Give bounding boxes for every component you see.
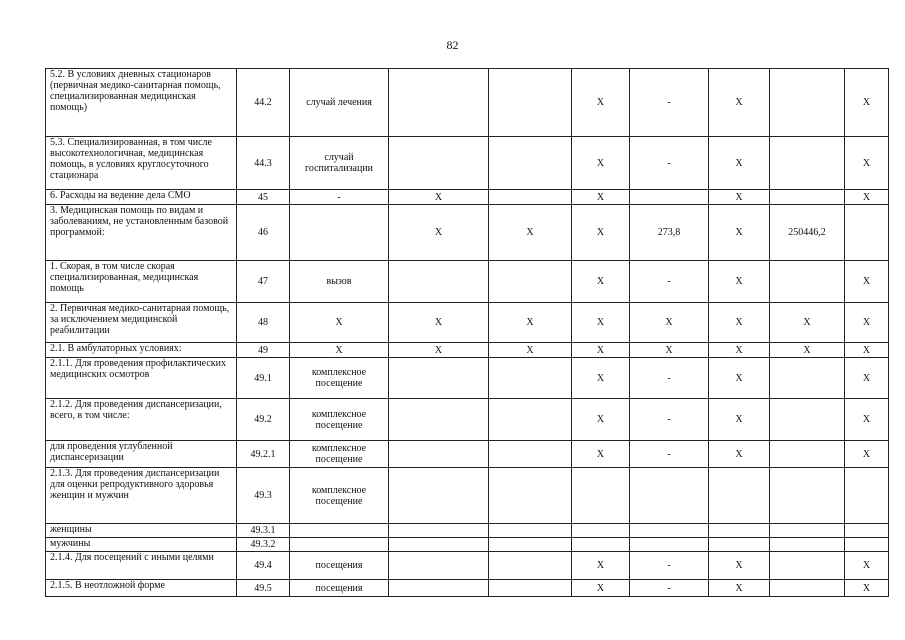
col8-cell: X	[709, 137, 770, 190]
unit-cell: X	[290, 303, 389, 343]
col10-cell: X	[845, 580, 889, 597]
line-number-cell: 48	[237, 303, 290, 343]
col10-cell: X	[845, 303, 889, 343]
row-name-cell: 5.2. В условиях дневных стационаров (первичная медико-санитарная помощь, специализированная медицинская помощь)	[46, 69, 237, 137]
col8-cell: X	[709, 69, 770, 137]
table-row	[46, 580, 889, 597]
col6-cell: X	[572, 580, 630, 597]
col9-cell: 250446,2	[770, 205, 845, 261]
col5-cell	[489, 399, 572, 441]
col4-cell	[389, 69, 489, 137]
line-number-cell: 49.3.1	[237, 524, 290, 538]
unit-cell: комплексное посещение	[290, 441, 389, 468]
col5-cell: X	[489, 303, 572, 343]
col4-cell: X	[389, 343, 489, 358]
col9-cell	[770, 261, 845, 303]
line-number-cell: 46	[237, 205, 290, 261]
col8-cell: X	[709, 261, 770, 303]
unit-cell: случай лечения	[290, 69, 389, 137]
line-number-cell: 49	[237, 343, 290, 358]
row-name-cell: 2.1.5. В неотложной форме	[46, 580, 237, 597]
row-name-cell: 2.1.4. Для посещений с иными целями	[46, 552, 237, 580]
col6-cell: X	[572, 261, 630, 303]
col8-cell: X	[709, 303, 770, 343]
col7-cell: -	[630, 69, 709, 137]
line-number-cell: 44.3	[237, 137, 290, 190]
col7-cell	[630, 524, 709, 538]
col4-cell	[389, 468, 489, 524]
table-row	[46, 441, 889, 468]
page-number: 82	[446, 38, 459, 52]
col6-cell: X	[572, 69, 630, 137]
col10-cell	[845, 524, 889, 538]
data-table	[45, 68, 889, 597]
row-name-cell: для проведения углубленной диспансеризации	[46, 441, 237, 468]
col10-cell: X	[845, 261, 889, 303]
col4-cell	[389, 580, 489, 597]
col9-cell	[770, 538, 845, 552]
col8-cell: X	[709, 399, 770, 441]
col7-cell	[630, 468, 709, 524]
col10-cell: X	[845, 441, 889, 468]
unit-cell	[290, 205, 389, 261]
col4-cell	[389, 137, 489, 190]
line-number-cell: 49.2.1	[237, 441, 290, 468]
col5-cell	[489, 137, 572, 190]
col7-cell: X	[630, 303, 709, 343]
line-number-cell: 44.2	[237, 69, 290, 137]
col7-cell	[630, 538, 709, 552]
col8-cell: X	[709, 580, 770, 597]
col6-cell	[572, 468, 630, 524]
col4-cell	[389, 441, 489, 468]
col7-cell: -	[630, 358, 709, 399]
col6-cell: X	[572, 137, 630, 190]
col5-cell	[489, 468, 572, 524]
col9-cell	[770, 524, 845, 538]
col4-cell	[389, 399, 489, 441]
row-name-cell: 6. Расходы на ведение дела СМО	[46, 190, 237, 205]
col10-cell: X	[845, 399, 889, 441]
table-row	[46, 261, 889, 303]
col6-cell: X	[572, 303, 630, 343]
col9-cell	[770, 137, 845, 190]
col5-cell	[489, 261, 572, 303]
col6-cell: X	[572, 358, 630, 399]
col9-cell	[770, 580, 845, 597]
col8-cell: X	[709, 190, 770, 205]
table-row	[46, 69, 889, 137]
line-number-cell: 49.4	[237, 552, 290, 580]
col10-cell: X	[845, 69, 889, 137]
row-name-cell: 5.3. Специализированная, в том числе высокотехнологичная, медицинская помощь, в условиях круглосуточного стационара	[46, 137, 237, 190]
col10-cell: X	[845, 358, 889, 399]
col7-cell: 273,8	[630, 205, 709, 261]
unit-cell: комплексное посещение	[290, 399, 389, 441]
line-number-cell: 49.2	[237, 399, 290, 441]
col10-cell: X	[845, 137, 889, 190]
col9-cell	[770, 358, 845, 399]
col8-cell: X	[709, 205, 770, 261]
col4-cell	[389, 538, 489, 552]
col7-cell: X	[630, 343, 709, 358]
col8-cell: X	[709, 552, 770, 580]
col6-cell: X	[572, 552, 630, 580]
col7-cell: -	[630, 399, 709, 441]
col6-cell: X	[572, 399, 630, 441]
unit-cell	[290, 538, 389, 552]
unit-cell: комплексное посещение	[290, 358, 389, 399]
col8-cell: X	[709, 358, 770, 399]
col9-cell	[770, 190, 845, 205]
table-row	[46, 190, 889, 205]
line-number-cell: 47	[237, 261, 290, 303]
row-name-cell: 2.1.1. Для проведения профилактических медицинских осмотров	[46, 358, 237, 399]
col9-cell	[770, 468, 845, 524]
col9-cell: X	[770, 303, 845, 343]
col4-cell	[389, 358, 489, 399]
unit-cell: посещения	[290, 580, 389, 597]
row-name-cell: 2.1.2. Для проведения диспансеризации, всего, в том числе:	[46, 399, 237, 441]
table-row	[46, 205, 889, 261]
table-row	[46, 468, 889, 524]
row-name-cell: 2.1.3. Для проведения диспансеризации для оценки репродуктивного здоровья женщин и мужчин	[46, 468, 237, 524]
col6-cell: X	[572, 205, 630, 261]
col5-cell: X	[489, 205, 572, 261]
col7-cell	[630, 190, 709, 205]
col10-cell: X	[845, 343, 889, 358]
col8-cell	[709, 524, 770, 538]
col5-cell	[489, 538, 572, 552]
col4-cell: X	[389, 190, 489, 205]
col10-cell	[845, 205, 889, 261]
table-row	[46, 524, 889, 538]
col5-cell	[489, 524, 572, 538]
col5-cell	[489, 580, 572, 597]
unit-cell: случай госпитализации	[290, 137, 389, 190]
col10-cell	[845, 538, 889, 552]
row-name-cell: 2. Первичная медико-санитарная помощь, за исключением медицинской реабилитации	[46, 303, 237, 343]
col7-cell: -	[630, 441, 709, 468]
col6-cell: X	[572, 190, 630, 205]
row-name-cell: 1. Скорая, в том числе скорая специализированная, медицинская помощь	[46, 261, 237, 303]
line-number-cell: 49.1	[237, 358, 290, 399]
col6-cell: X	[572, 441, 630, 468]
table-row	[46, 137, 889, 190]
line-number-cell: 45	[237, 190, 290, 205]
col6-cell: X	[572, 343, 630, 358]
col9-cell	[770, 552, 845, 580]
table-row	[46, 552, 889, 580]
row-name-cell: 3. Медицинская помощь по видам и заболеваниям, не установленным базовой программой:	[46, 205, 237, 261]
unit-cell	[290, 524, 389, 538]
unit-cell: -	[290, 190, 389, 205]
col5-cell	[489, 69, 572, 137]
line-number-cell: 49.5	[237, 580, 290, 597]
col5-cell	[489, 358, 572, 399]
row-name-cell: женщины	[46, 524, 237, 538]
row-name-cell: мужчины	[46, 538, 237, 552]
col4-cell: X	[389, 303, 489, 343]
col10-cell: X	[845, 190, 889, 205]
col8-cell	[709, 468, 770, 524]
table-row	[46, 303, 889, 343]
col7-cell: -	[630, 552, 709, 580]
col9-cell	[770, 441, 845, 468]
col9-cell: X	[770, 343, 845, 358]
unit-cell: вызов	[290, 261, 389, 303]
line-number-cell: 49.3.2	[237, 538, 290, 552]
col6-cell	[572, 524, 630, 538]
col4-cell	[389, 524, 489, 538]
row-name-cell: 2.1. В амбулаторных условиях:	[46, 343, 237, 358]
col6-cell	[572, 538, 630, 552]
line-number-cell: 49.3	[237, 468, 290, 524]
col10-cell: X	[845, 552, 889, 580]
col9-cell	[770, 69, 845, 137]
col8-cell	[709, 538, 770, 552]
col9-cell	[770, 399, 845, 441]
col7-cell: -	[630, 137, 709, 190]
col5-cell	[489, 552, 572, 580]
unit-cell: X	[290, 343, 389, 358]
col5-cell: X	[489, 343, 572, 358]
col7-cell: -	[630, 580, 709, 597]
col10-cell	[845, 468, 889, 524]
table-row	[46, 538, 889, 552]
col5-cell	[489, 441, 572, 468]
table-row	[46, 343, 889, 358]
col8-cell: X	[709, 343, 770, 358]
col7-cell: -	[630, 261, 709, 303]
col8-cell: X	[709, 441, 770, 468]
col5-cell	[489, 190, 572, 205]
col4-cell: X	[389, 205, 489, 261]
unit-cell: комплексное посещение	[290, 468, 389, 524]
col4-cell	[389, 261, 489, 303]
unit-cell: посещения	[290, 552, 389, 580]
table-row	[46, 399, 889, 441]
col4-cell	[389, 552, 489, 580]
table-row	[46, 358, 889, 399]
